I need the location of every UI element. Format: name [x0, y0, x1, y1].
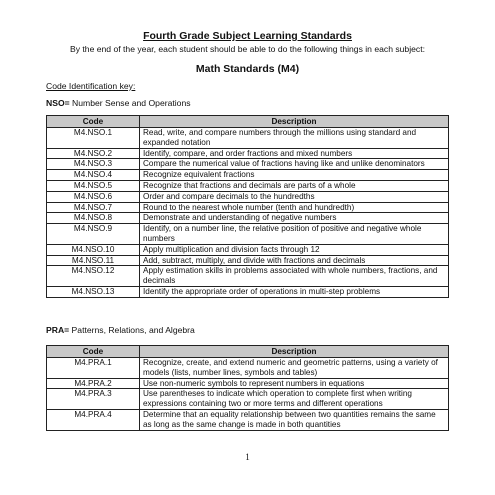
code-column-header: Code: [47, 116, 140, 128]
standard-description-cell: Recognize that fractions and decimals are parts of a whole: [140, 180, 449, 191]
nso-code-label: NSO=: [46, 98, 70, 108]
page-title: Fourth Grade Subject Learning Standards: [143, 30, 352, 42]
standard-code-cell: M4.NSO.6: [47, 191, 140, 202]
table-header-row: [47, 346, 449, 358]
table-row: [47, 148, 449, 159]
table-row: [47, 180, 449, 191]
standard-code-cell: M4.PRA.4: [47, 409, 140, 430]
table-row: [47, 378, 449, 389]
table-row: [47, 244, 449, 255]
pra-table-body: [47, 358, 449, 431]
standard-description-cell: Demonstrate and understanding of negative numbers: [140, 213, 449, 224]
table-row: [47, 389, 449, 410]
table-row: [47, 358, 449, 379]
standard-code-cell: M4.NSO.3: [47, 159, 140, 170]
table-row: [47, 224, 449, 245]
description-column-header: Description: [140, 346, 449, 358]
standard-code-cell: M4.NSO.7: [47, 202, 140, 213]
standard-code-cell: M4.NSO.11: [47, 255, 140, 266]
standard-description-cell: Identify the appropriate order of operations in multi-step problems: [140, 286, 449, 297]
standard-description-cell: Recognize equivalent fractions: [140, 170, 449, 181]
standard-description-cell: Recognize, create, and extend numeric and geometric patterns, using a variety of models (lists, number lines, symbols and tables): [140, 358, 449, 379]
description-column-header: Description: [140, 116, 449, 128]
standard-description-cell: Add, subtract, multiply, and divide with fractions and decimals: [140, 255, 449, 266]
table-row: [47, 409, 449, 430]
table-row: [47, 202, 449, 213]
standard-description-cell: Apply multiplication and division facts through 12: [140, 244, 449, 255]
nso-table-body: [47, 128, 449, 298]
standard-code-cell: M4.NSO.9: [47, 224, 140, 245]
standard-description-cell: Identify, on a number line, the relative position of positive and negative whole numbers: [140, 224, 449, 245]
nso-group-label: [46, 98, 191, 108]
standard-code-cell: M4.NSO.10: [47, 244, 140, 255]
pra-name-label: Patterns, Relations, and Algebra: [69, 325, 195, 335]
pra-code-label: PRA=: [46, 325, 70, 335]
table-row: [47, 266, 449, 287]
standard-code-cell: M4.NSO.13: [47, 286, 140, 297]
table-row: [47, 170, 449, 181]
table-row: [47, 255, 449, 266]
standard-code-cell: M4.NSO.12: [47, 266, 140, 287]
table-row: [47, 159, 449, 170]
standard-code-cell: M4.NSO.4: [47, 170, 140, 181]
table-row: [47, 286, 449, 297]
table-row: [47, 191, 449, 202]
standard-description-cell: Use parentheses to indicate which operation to complete first when writing expressions containing two or more terms and different operations: [140, 389, 449, 410]
standard-description-cell: Determine that an equality relationship between two quantities remains the same as long as the same change is made in both quantities: [140, 409, 449, 430]
page-number: 1: [245, 452, 250, 462]
standard-description-cell: Order and compare decimals to the hundredths: [140, 191, 449, 202]
standard-description-cell: Compare the numerical value of fractions having like and unlike denominators: [140, 159, 449, 170]
page-subtitle: By the end of the year, each student should be able to do the following things in each subject:: [70, 44, 425, 54]
standard-code-cell: M4.NSO.2: [47, 148, 140, 159]
section-title: Math Standards (M4): [195, 63, 300, 75]
standard-description-cell: Round to the nearest whole number (tenth and hundredth): [140, 202, 449, 213]
standard-description-cell: Read, write, and compare numbers through the millions using standard and expanded notation: [140, 128, 449, 149]
standard-code-cell: M4.NSO.1: [47, 128, 140, 149]
standard-code-cell: M4.PRA.3: [47, 389, 140, 410]
standard-code-cell: M4.PRA.2: [47, 378, 140, 389]
standard-description-cell: Use non-numeric symbols to represent numbers in equations: [140, 378, 449, 389]
standard-description-cell: Identify, compare, and order fractions and mixed numbers: [140, 148, 449, 159]
table-row: [47, 213, 449, 224]
standard-description-cell: Apply estimation skills in problems associated with whole numbers, fractions, and decimals: [140, 266, 449, 287]
table-header-row: [47, 116, 449, 128]
standard-code-cell: M4.PRA.1: [47, 358, 140, 379]
pra-group-label: [46, 325, 195, 335]
code-key-label: Code Identification key:: [46, 81, 136, 91]
table-row: [47, 128, 449, 149]
code-column-header: Code: [47, 346, 140, 358]
standard-code-cell: M4.NSO.8: [47, 213, 140, 224]
nso-name-label: Number Sense and Operations: [69, 98, 191, 108]
nso-standards-table: [46, 115, 449, 298]
pra-standards-table: [46, 345, 449, 431]
standard-code-cell: M4.NSO.5: [47, 180, 140, 191]
